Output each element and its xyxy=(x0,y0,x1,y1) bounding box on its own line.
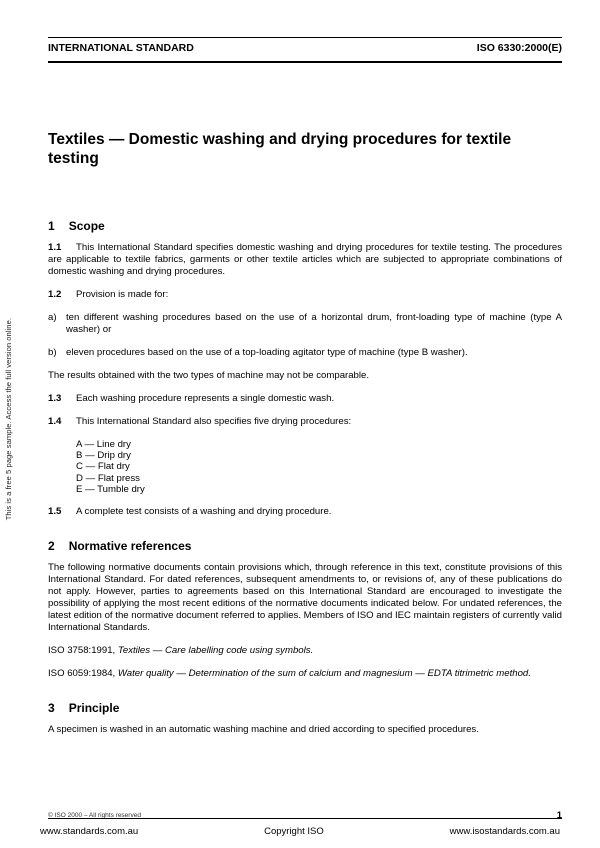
clause-text: A complete test consists of a washing and drying procedure. xyxy=(76,506,332,518)
clause-number: 1.5 xyxy=(48,506,62,518)
section-number: 2 xyxy=(48,539,55,554)
clause-1-1 xyxy=(48,242,562,278)
clause-text: This International Standard specifies domestic washing and drying procedures for textile testing. The procedures are applicable to textile fabrics, garments or other textile articles which are subjected to appropriate combinations of domestic washing and drying procedures. xyxy=(48,242,562,277)
list-item-b xyxy=(48,347,562,359)
standards-link[interactable]: www.standards.com.au xyxy=(40,826,139,837)
reference-code: ISO 6059:1984, xyxy=(48,668,116,680)
clause-text: This International Standard also specifies five drying procedures: xyxy=(76,416,352,427)
drying-procedures-list xyxy=(48,439,562,495)
clause-1-5 xyxy=(48,506,562,518)
list-label: b) xyxy=(48,347,57,358)
clause-1-3 xyxy=(48,393,562,405)
document-title: Textiles — Domestic washing and drying procedures for textile testing xyxy=(48,131,512,167)
sample-notice: This is a free 5 page sample. Access the full version online. xyxy=(4,318,13,521)
machine-note: The results obtained with the two types of machine may not be comparable. xyxy=(48,370,370,381)
clause-1-2 xyxy=(48,289,562,301)
section-number: 1 xyxy=(48,219,55,233)
list-item-a xyxy=(48,312,562,336)
drying-procedure: B — Drip dry xyxy=(76,450,131,462)
copyright-notice: © ISO 2000 – All rights reserved xyxy=(48,812,141,818)
section-title: Scope xyxy=(68,219,105,233)
drying-procedure: A — Line dry xyxy=(76,439,131,450)
reference-iso-6059 xyxy=(48,668,562,680)
page-number: 1 xyxy=(556,810,562,821)
header-rule-bottom xyxy=(48,61,562,63)
footer-bar xyxy=(40,826,560,837)
header-standard-type: INTERNATIONAL STANDARD xyxy=(48,42,194,54)
reference-code: ISO 3758:1991, xyxy=(48,645,116,657)
reference-title: Water quality — Determination of the sum of calcium and magnesium — EDTA titrimetric method. xyxy=(117,668,531,680)
page-header xyxy=(48,42,562,56)
header-standard-number: ISO 6330:2000(E) xyxy=(476,42,562,54)
isostandards-link[interactable]: www.isostandards.com.au xyxy=(449,826,560,837)
drying-procedure: C — Flat dry xyxy=(76,461,130,473)
clause-text: Each washing procedure represents a single domestic wash. xyxy=(76,393,335,404)
clause-number: 1.3 xyxy=(48,393,62,404)
list-label: a) xyxy=(48,312,57,323)
drying-procedure: E — Tumble dry xyxy=(76,483,145,495)
clause-1-4 xyxy=(48,416,562,428)
reference-title: Textiles — Care labelling code using symbols. xyxy=(117,645,314,657)
normative-references-text: The following normative documents contain provisions which, through reference in this text, constitute provisions of this International Standard. For dated references, subsequent amendments to, or revisions of, any of these publications do not apply. However, parties to agreements based on this International Standard are encouraged to investigate the possibility of applying the most recent editions of the normative documents indicated below. For undated references, the latest edition of the normative document referred to applies. Members of ISO and IEC maintain registers of currently valid International Standards. xyxy=(48,562,562,634)
clause-number: 1.2 xyxy=(48,289,62,300)
list-text: ten different washing procedures based on the use of a horizontal drum, front-loading type of machine (type A washer) or xyxy=(66,312,562,335)
list-text: eleven procedures based on the use of a top-loading agitator type of machine (type B washer). xyxy=(66,347,468,358)
document-body xyxy=(48,130,562,736)
section-heading-scope xyxy=(48,220,562,232)
reference-iso-3758 xyxy=(48,645,562,657)
section-title: Principle xyxy=(68,701,120,716)
drying-procedure: D — Flat press xyxy=(76,472,140,484)
clause-number: 1.1 xyxy=(48,242,62,253)
section-heading-principle xyxy=(48,702,562,714)
section-number: 3 xyxy=(48,701,55,716)
clause-text: Provision is made for: xyxy=(76,289,169,300)
footer-rule xyxy=(48,818,562,819)
copyright-label: Copyright ISO xyxy=(264,826,324,837)
clause-number: 1.4 xyxy=(48,416,62,427)
header-rule-top xyxy=(48,37,562,38)
principle-text: A specimen is washed in an automatic washing machine and dried according to specified procedures. xyxy=(48,724,479,736)
section-title: Normative references xyxy=(68,539,192,554)
section-heading-normative-references xyxy=(48,540,562,552)
